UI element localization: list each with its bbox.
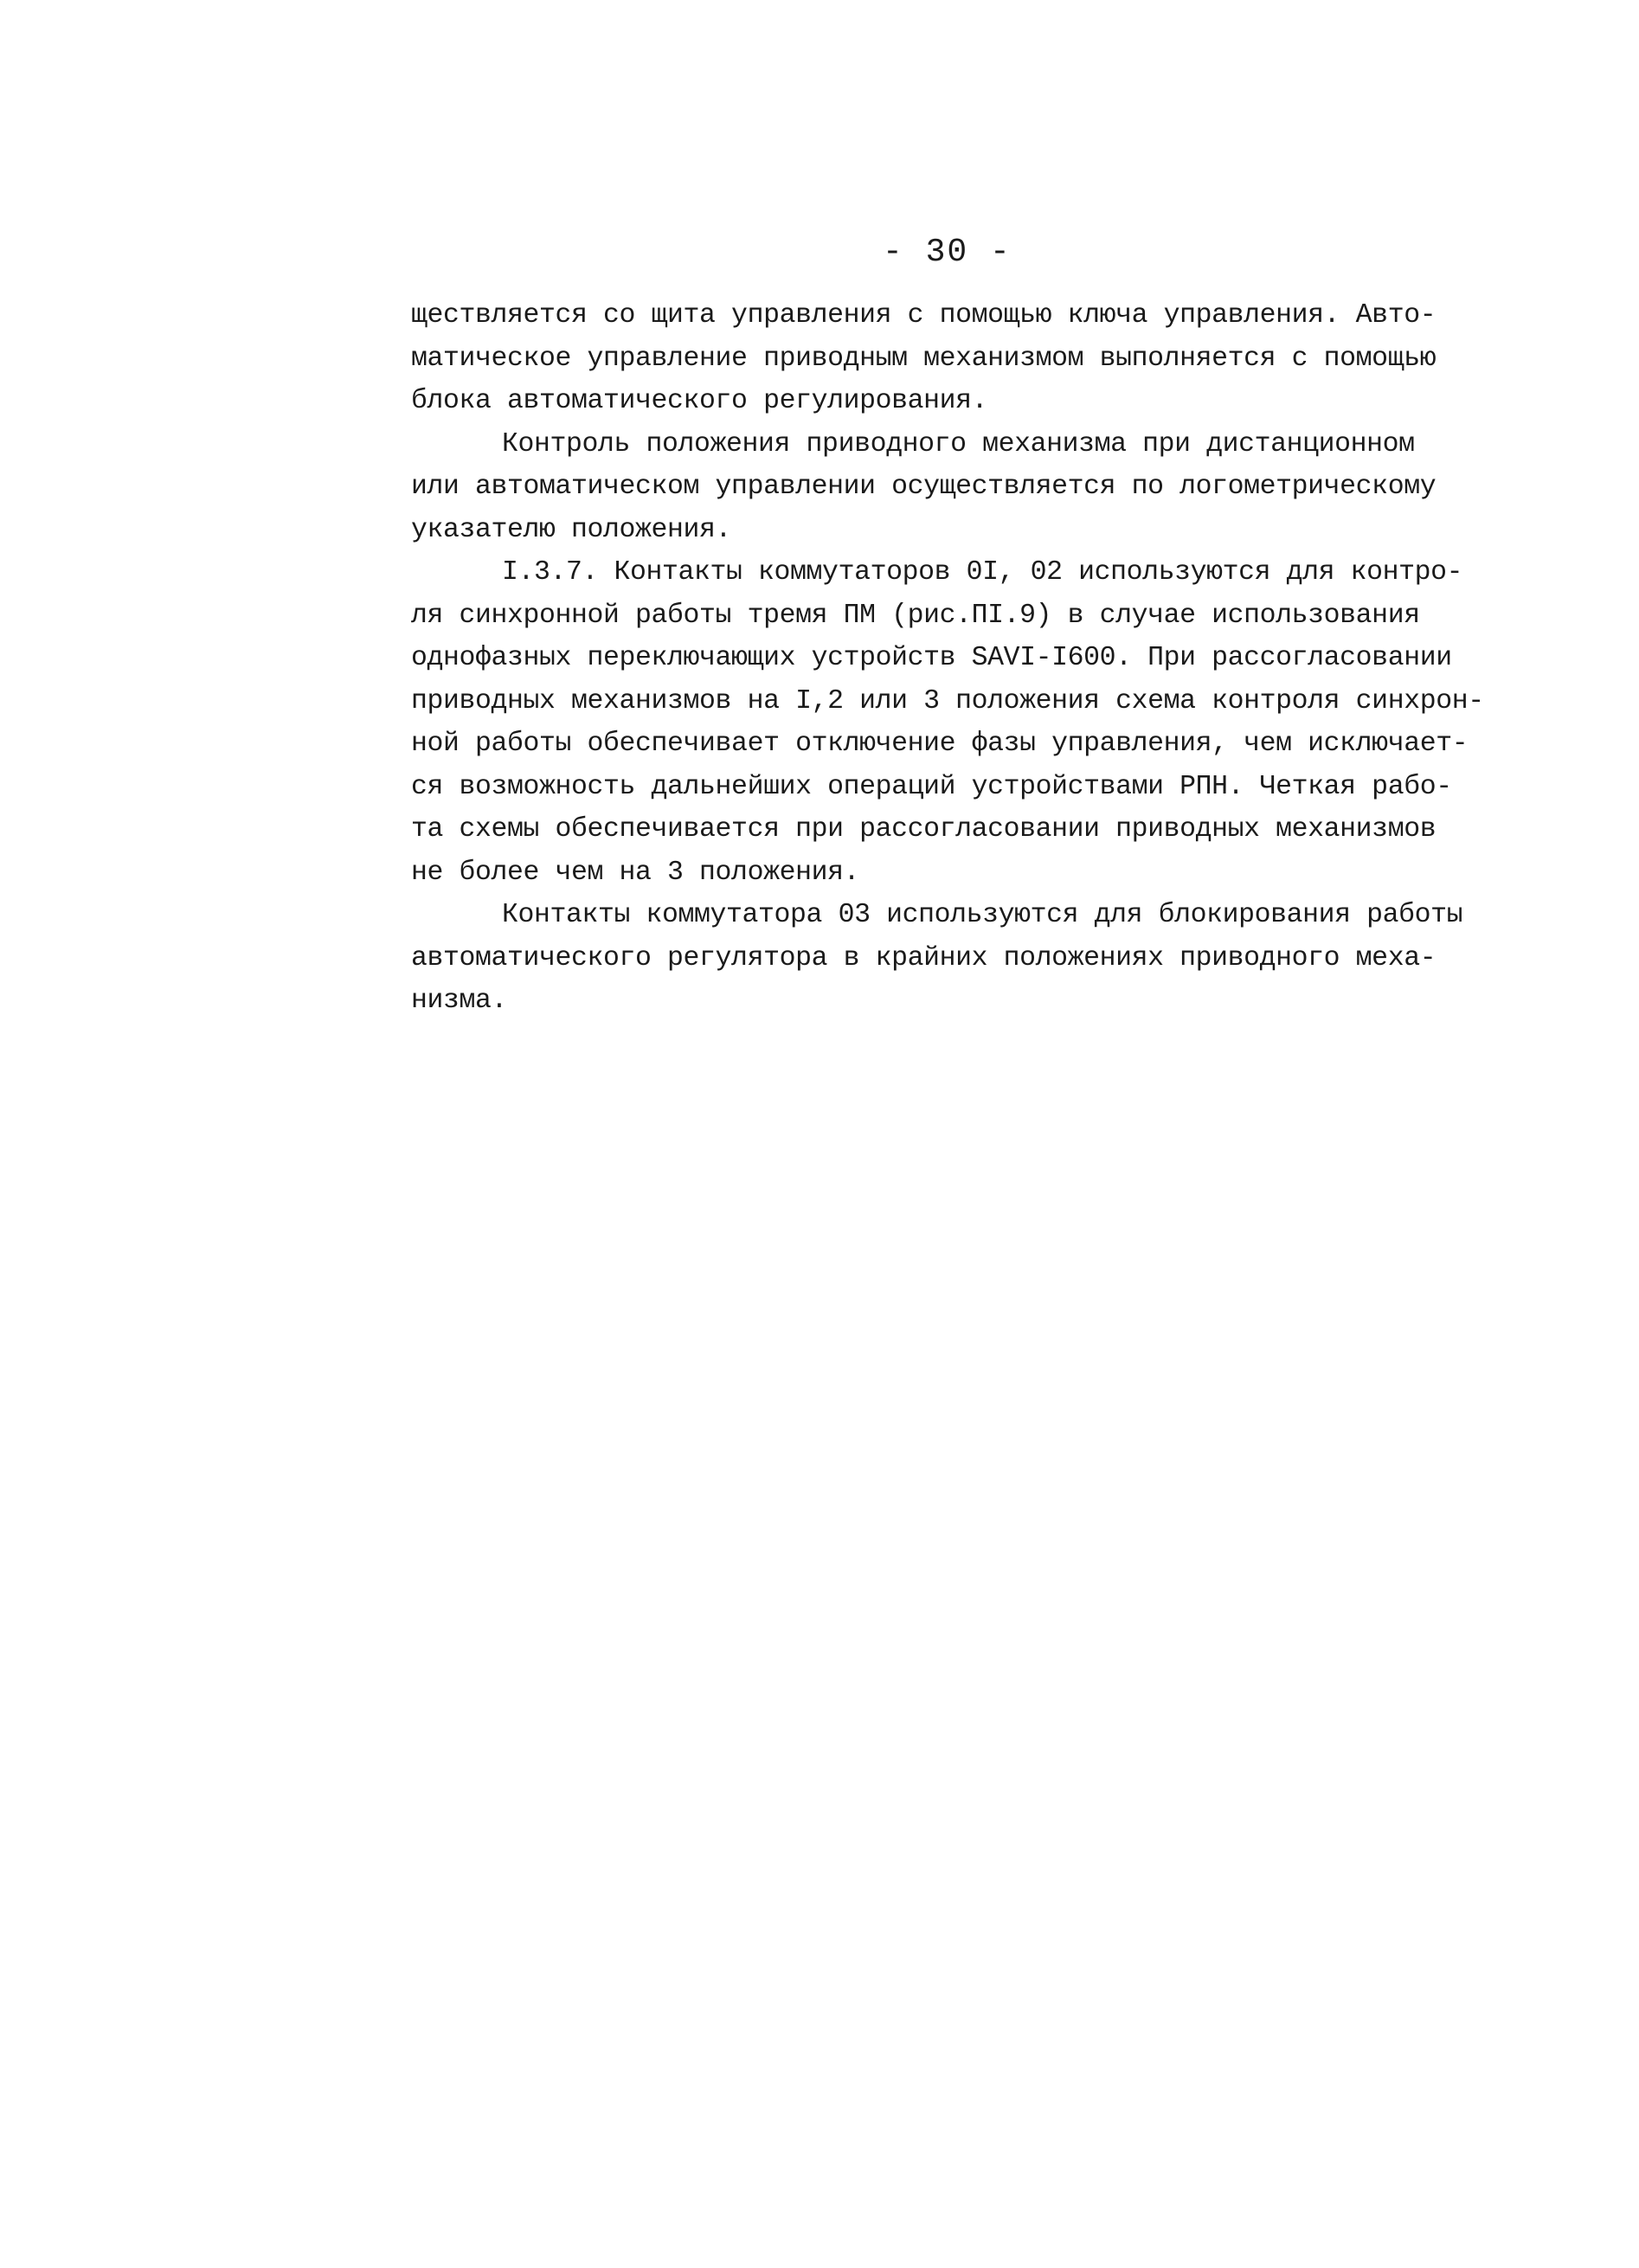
text-line: указателю положения. (411, 514, 732, 545)
text-line: ля синхронной работы тремя ПМ (рис.ПI.9) в случае использования (411, 600, 1420, 631)
paragraph-first-line: Контроль положения приводного механизма при дистанционном (502, 428, 1415, 459)
text-line: матическое управление приводным механизмом выполняется с помощью (411, 343, 1437, 374)
text-line: автоматического регулятора в крайних положениях приводного меха- (411, 942, 1437, 973)
paragraph-first-line: I.3.7. Контакты коммутаторов 0I, 02 используются для контро- (502, 557, 1463, 588)
text-line: не более чем на 3 положения. (411, 857, 860, 888)
text-line: однофазных переключающих устройств SAVI-I600. При рассогласовании (411, 643, 1452, 673)
body-text (411, 294, 1571, 1023)
text-line: ся возможность дальнейших операций устройствами РПН. Четкая рабо- (411, 771, 1452, 802)
page-number: - 30 - (883, 234, 1012, 271)
paragraph-first-line: Контакты коммутатора 03 используются для блокирования работы (502, 900, 1463, 930)
text-line: или автоматическом управлении осуществляется по логометрическому (411, 472, 1437, 502)
text-line: низма. (411, 986, 508, 1016)
text-line: ной работы обеспечивает отключение фазы управления, чем исключает- (411, 729, 1469, 759)
text-line: ществляется со щита управления с помощью ключа управления. Авто- (411, 300, 1437, 331)
text-line: приводных механизмов на I,2 или 3 положения схема контроля синхрон- (411, 685, 1484, 716)
text-line: блока автоматического регулирования. (411, 386, 988, 416)
text-line: та схемы обеспечивается при рассогласовании приводных механизмов (411, 814, 1437, 845)
